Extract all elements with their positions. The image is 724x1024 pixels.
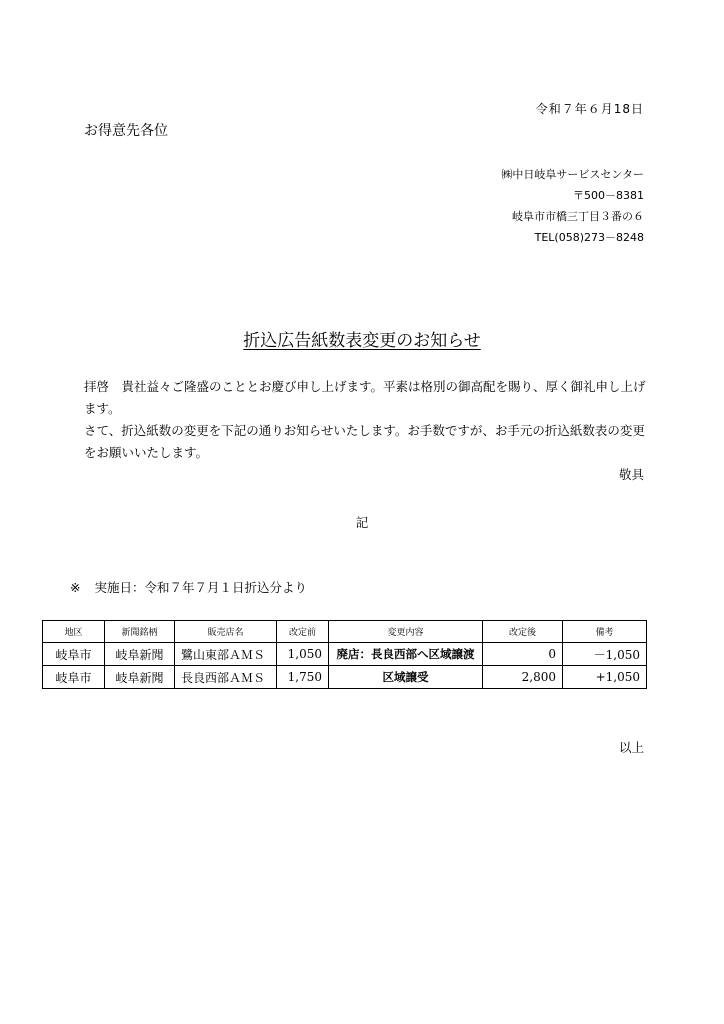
document-title: 折込広告紙数表変更のお知らせ — [243, 331, 481, 351]
table-cell-area: 岐阜市 — [43, 666, 105, 689]
table-header-row — [43, 621, 647, 643]
table-cell-before: 1,050 — [277, 643, 329, 666]
column-header: 改定前 — [277, 621, 329, 643]
document-title-wrapper — [0, 326, 724, 351]
table-cell-remarks: －1,050 — [563, 643, 647, 666]
column-header: 改定後 — [483, 621, 563, 643]
table-cell-newspaper: 岐阜新聞 — [105, 666, 175, 689]
table-cell-change: 区域譲受 — [329, 666, 483, 689]
sender-phone: TEL(058)273－8248 — [534, 231, 644, 244]
body-text — [84, 376, 646, 464]
column-header: 変更内容 — [329, 621, 483, 643]
note-text: 実施日：令和７年７月１日折込分より — [94, 580, 307, 595]
sender-block — [501, 164, 644, 248]
sender-postal-code: 〒500－8381 — [573, 189, 644, 202]
column-header: 販売店名 — [175, 621, 277, 643]
greeting-paragraph: 拝啓 貴社益々ご隆盛のこととお慶び申し上げます。平素は格別の御高配を賜り、厚く御礼申し上げます。 — [84, 379, 646, 416]
column-header: 新聞銘柄 — [105, 621, 175, 643]
table-cell-shop: 鷺山東部ＡＭＳ — [175, 643, 277, 666]
closing-keigu: 敬具 — [618, 467, 644, 482]
sender-address: 岐阜市市橋三丁目３番の６ — [512, 210, 644, 223]
document-date: 令和７年６月18日 — [535, 102, 644, 116]
table-cell-area: 岐阜市 — [43, 643, 105, 666]
column-header: 地区 — [43, 621, 105, 643]
table-cell-after: 0 — [483, 643, 563, 666]
column-header: 備考 — [563, 621, 647, 643]
table-cell-remarks: +1,050 — [563, 666, 647, 689]
table-cell-newspaper: 岐阜新聞 — [105, 643, 175, 666]
effective-date-note — [70, 578, 307, 596]
table-cell-shop: 長良西部ＡＭＳ — [175, 666, 277, 689]
table-row — [43, 643, 647, 666]
sender-company: ㈱中日岐阜サービスセンター — [501, 168, 644, 181]
main-paragraph: さて、折込紙数の変更を下記の通りお知らせいたします。お手数ですが、お手元の折込紙数表の変更をお願いいたします。 — [84, 423, 645, 460]
closing-ijou: 以上 — [618, 740, 644, 755]
table-row — [43, 666, 647, 689]
changes-table — [42, 620, 647, 689]
recipient-line: お得意先各位 — [84, 123, 168, 139]
note-mark: ※ — [70, 580, 81, 595]
table-cell-before: 1,750 — [277, 666, 329, 689]
ki-heading: 記 — [355, 515, 369, 530]
table-cell-after: 2,800 — [483, 666, 563, 689]
table-cell-change: 廃店：長良西部へ区域譲渡 — [329, 643, 483, 666]
